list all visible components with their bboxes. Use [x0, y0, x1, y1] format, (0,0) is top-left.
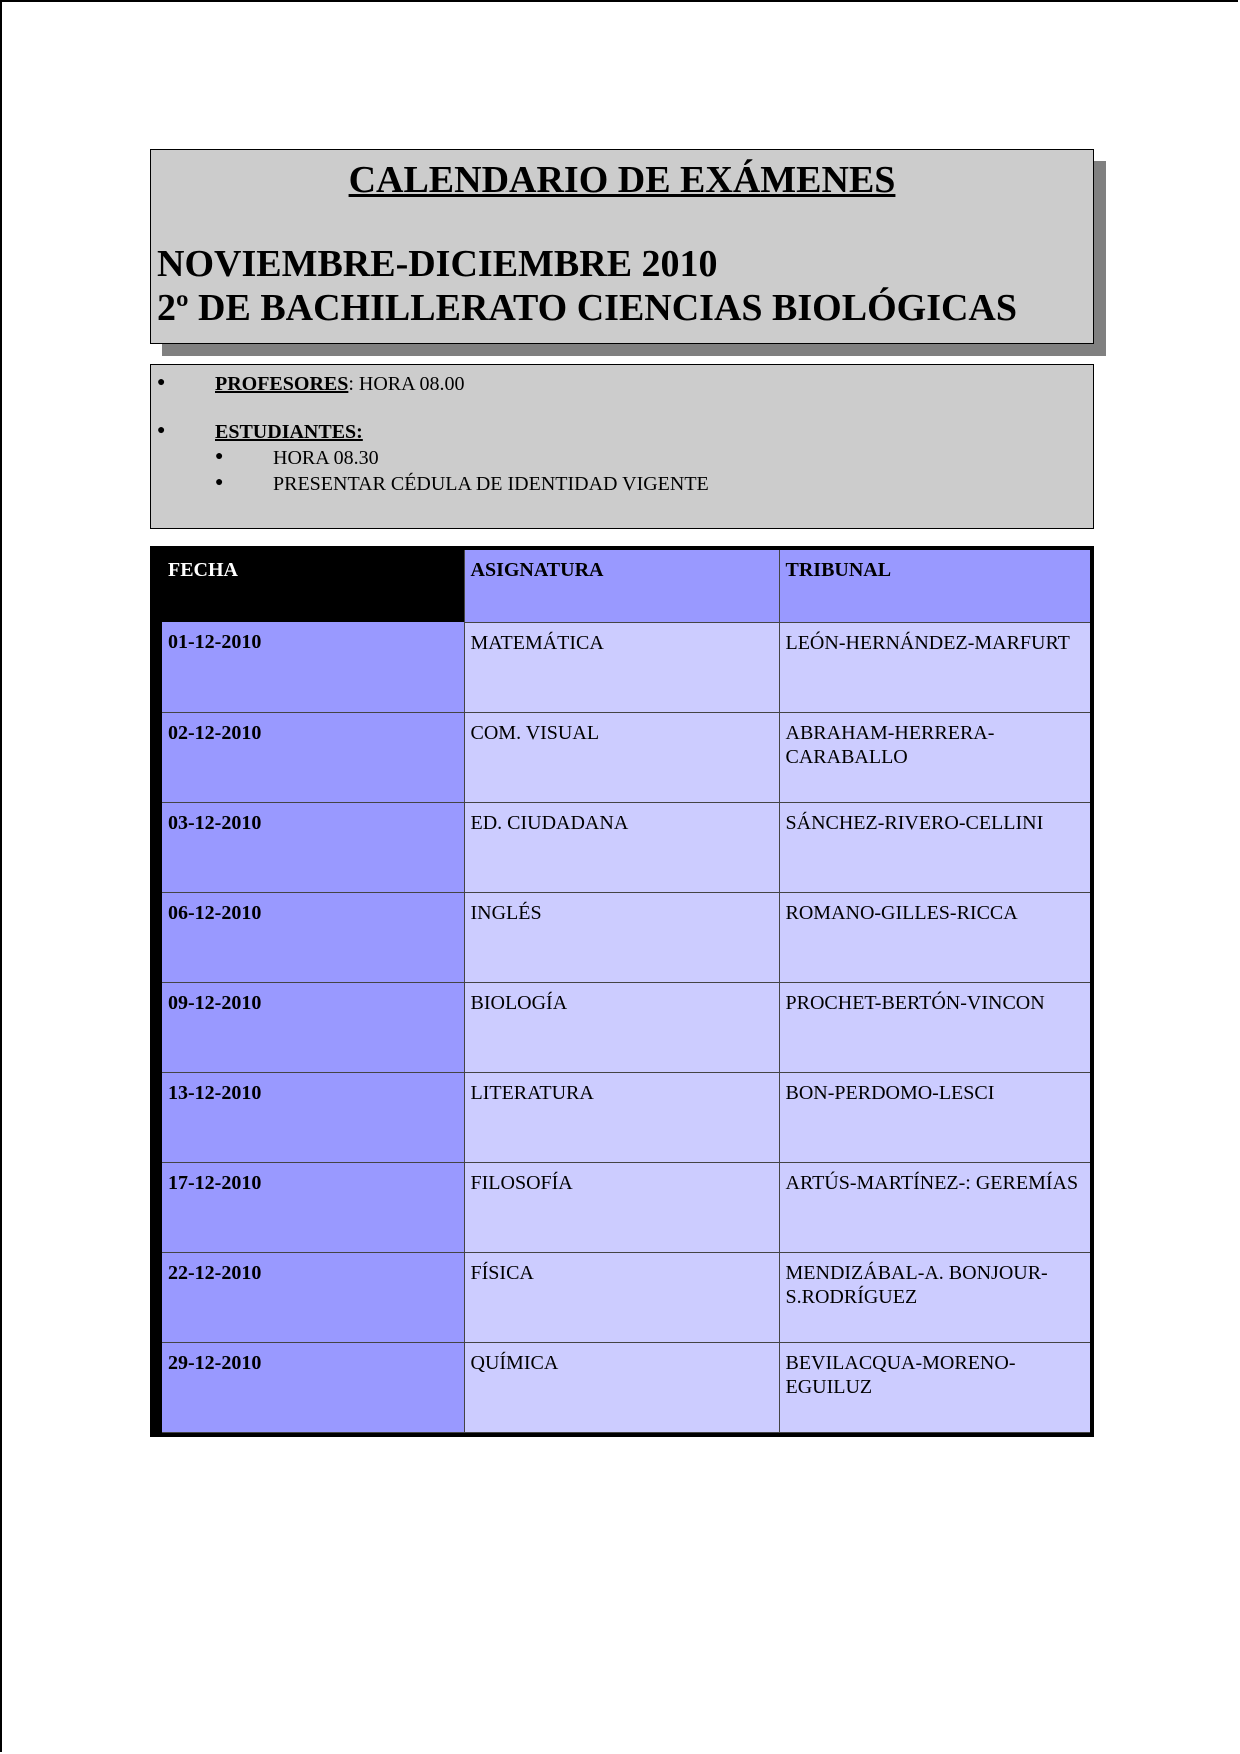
cell-tribunal: PROCHET-BERTÓN-VINCON [779, 982, 1090, 1072]
cell-tribunal: ABRAHAM-HERRERA-CARABALLO [779, 712, 1090, 802]
instructions-box [150, 364, 1094, 529]
cell-tribunal: SÁNCHEZ-RIVERO-CELLINI [779, 802, 1090, 892]
bullet-icon: ● [215, 449, 224, 464]
cell-fecha: 03-12-2010 [162, 802, 464, 892]
cell-fecha: 02-12-2010 [162, 712, 464, 802]
profesores-label: PROFESORES [215, 373, 349, 395]
table-row [162, 622, 1090, 712]
cell-fecha: 06-12-2010 [162, 892, 464, 982]
document-subtitle [157, 242, 1017, 330]
header-asignatura: ASIGNATURA [464, 550, 779, 622]
cell-tribunal: BON-PERDOMO-LESCI [779, 1072, 1090, 1162]
table-row [162, 1072, 1090, 1162]
cell-tribunal: MENDIZÁBAL-A. BONJOUR-S.RODRÍGUEZ [779, 1252, 1090, 1342]
header-fecha: FECHA [162, 550, 464, 622]
cell-asignatura: COM. VISUAL [464, 712, 779, 802]
subtitle-line-period: NOVIEMBRE-DICIEMBRE 2010 [157, 243, 718, 285]
estudiantes-item-hora: HORA 08.30 [273, 447, 379, 469]
table-row [162, 1252, 1090, 1342]
cell-fecha: 01-12-2010 [162, 622, 464, 712]
cell-asignatura: BIOLOGÍA [464, 982, 779, 1072]
cell-fecha: 09-12-2010 [162, 982, 464, 1072]
cell-tribunal: ARTÚS-MARTÍNEZ-: GEREMÍAS [779, 1162, 1090, 1252]
bullet-icon: ● [215, 475, 224, 490]
cell-fecha: 17-12-2010 [162, 1162, 464, 1252]
title-box [150, 149, 1094, 344]
table-row [162, 1162, 1090, 1252]
cell-asignatura: ED. CIUDADANA [464, 802, 779, 892]
subtitle-line-course: 2º DE BACHILLERATO CIENCIAS BIOLÓGICAS [157, 287, 1018, 329]
table-row [162, 892, 1090, 982]
header-tribunal: TRIBUNAL [779, 550, 1090, 622]
profesores-text: : HORA 08.00 [348, 373, 465, 395]
cell-tribunal: BEVILACQUA-MORENO-EGUILUZ [779, 1342, 1090, 1432]
estudiantes-item-cedula: PRESENTAR CÉDULA DE IDENTIDAD VIGENTE [273, 473, 709, 495]
cell-tribunal: ROMANO-GILLES-RICCA [779, 892, 1090, 982]
table-row [162, 802, 1090, 892]
cell-fecha: 22-12-2010 [162, 1252, 464, 1342]
table-row [162, 982, 1090, 1072]
profesores-line [215, 373, 464, 396]
table-header-row [162, 550, 1090, 622]
cell-fecha: 29-12-2010 [162, 1342, 464, 1432]
bullet-icon: ● [157, 375, 166, 390]
bullet-icon: ● [157, 423, 166, 438]
exam-schedule-table [162, 550, 1090, 1433]
cell-asignatura: LITERATURA [464, 1072, 779, 1162]
document-title: CALENDARIO DE EXÁMENES [348, 159, 896, 201]
exam-schedule-table-frame [150, 546, 1094, 1437]
cell-fecha: 13-12-2010 [162, 1072, 464, 1162]
cell-asignatura: QUÍMICA [464, 1342, 779, 1432]
cell-tribunal: LEÓN-HERNÁNDEZ-MARFURT [779, 622, 1090, 712]
cell-asignatura: FÍSICA [464, 1252, 779, 1342]
cell-asignatura: MATEMÁTICA [464, 622, 779, 712]
cell-asignatura: INGLÉS [464, 892, 779, 982]
estudiantes-line [215, 421, 363, 444]
table-row [162, 1342, 1090, 1432]
table-row [162, 712, 1090, 802]
cell-asignatura: FILOSOFÍA [464, 1162, 779, 1252]
estudiantes-label: ESTUDIANTES: [215, 421, 363, 443]
